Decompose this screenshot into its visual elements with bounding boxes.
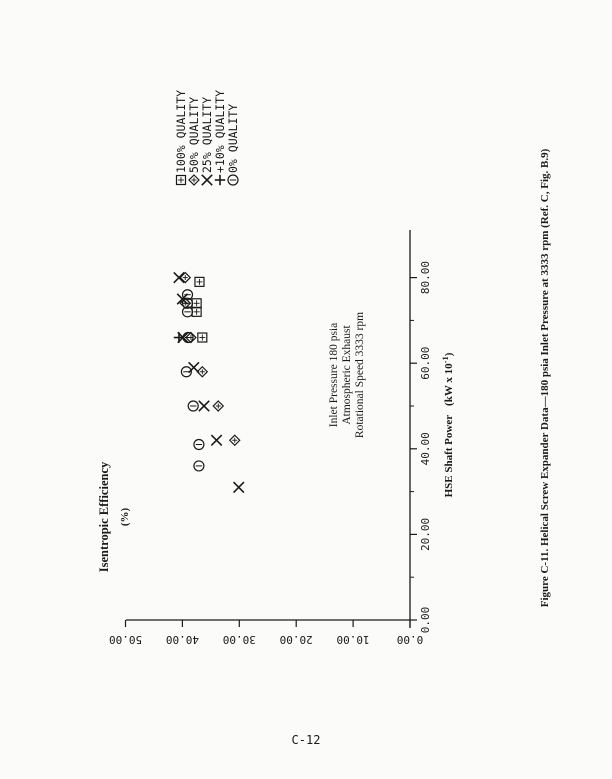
x-tick-labels [419,261,432,633]
data-point [213,401,223,411]
data-point [234,482,244,492]
y-axis-label: Isentropic Efficiency [97,461,111,573]
data-point [192,299,201,308]
data-point [199,401,209,411]
y-tick-label: 30.00 [222,633,256,646]
legend-marker [189,175,199,185]
legend-marker [177,176,186,185]
x-tick-label: 80.00 [419,261,432,295]
x-axis-units: (kW x 10 [443,363,455,406]
chart-axes [126,230,410,628]
y-tick-label: 40.00 [165,633,199,646]
x-axis-label-text: HSE Shaft Power [443,414,455,498]
annotation-line: Inlet Pressure 180 psia [328,322,340,428]
x-axis-units-close: ) [443,352,455,357]
y-tick-label: 50.00 [108,633,143,646]
legend-marker [228,175,238,185]
legend-marker [215,175,225,185]
data-point [230,435,240,445]
x-axis-title [440,352,455,497]
legend-label: 50% QUALITY [187,96,201,173]
page-number: C-12 [291,733,321,747]
x-axis-label [440,352,455,497]
annotation-line: Rotational Speed 3333 rpm [354,311,366,439]
tick-marks [126,278,418,627]
x-axis-exponent: -1 [440,356,450,364]
y-tick-label: 0.00 [396,633,424,646]
data-point [194,440,204,450]
data-point [174,272,184,282]
legend [174,90,240,185]
legend-label: +10% QUALITY [213,89,227,173]
data-point [211,435,221,445]
y-axis-title [97,461,131,572]
caption-text: Figure C-11. Helical Screw Expander Data—180 psia Inlet Pressure at 3333 rpm (Ref. C, Fig. B.9) [539,148,551,608]
legend-label: 100% QUALITY [174,89,188,173]
x-tick-label: 40.00 [419,432,432,466]
legend-label: 0% QUALITY [226,103,240,173]
data-point [198,333,207,342]
x-tick-label: 0.00 [419,606,432,634]
data-point [188,401,198,411]
y-tick-label: 20.00 [279,633,313,646]
figure-caption [539,148,551,607]
legend-marker [202,175,212,185]
data-point [195,277,204,286]
y-tick-labels [109,633,423,646]
data-point [194,461,204,471]
y-axis-units: (%) [119,507,131,527]
legend-markers [177,175,239,185]
data-marks [174,272,244,492]
annotation [328,312,366,438]
legend-label: 25% QUALITY [200,96,214,173]
x-tick-label: 20.00 [419,517,432,551]
data-point [192,307,201,316]
data-point [189,362,199,372]
y-tick-label: 10.00 [336,633,370,646]
x-tick-label: 60.00 [419,346,432,380]
annotation-line: Atmospheric Exhaust [341,325,353,425]
